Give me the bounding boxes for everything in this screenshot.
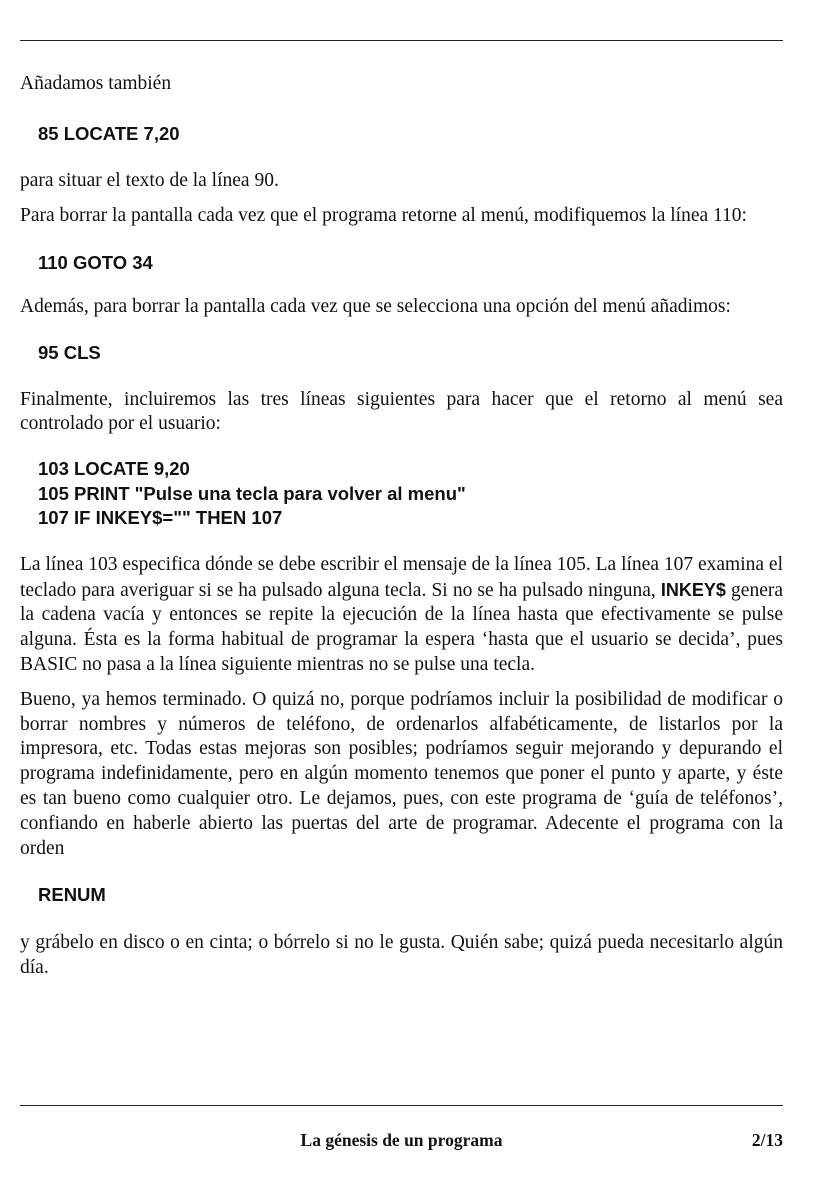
code-block	[20, 122, 783, 147]
top-rule	[20, 40, 783, 41]
code-block	[20, 251, 783, 276]
paragraph: Bueno, ya hemos terminado. O quizá no, porque podríamos incluir la posibilidad de modificar o borrar nombres y números de teléfono, de ordenarlos alfabéticamente, de listarlos por la impresora, etc. Todas estas mejoras son posibles; podríamos seguir mejorando y depurando el programa indefinidamente, pero en algún momento tenemos que poner el punto y aparte, y éste es tan bueno como cualquier otro. Le dejamos, pues, con este programa de ‘guía de teléfonos’, confiando en haberle abierto las puertas del arte de programar. Adecente el programa con la orden	[20, 688, 783, 859]
paragraph-text: genera la cadena vacía y entonces se repite la ejecución de la línea hasta que efectivamente se pulse alguna. Ésta es la forma habitual de programar la espera ‘hasta que el usuario se decida’, pues BASIC no pasa a la línea siguiente mientras no se pulse una tecla.	[20, 579, 783, 675]
paragraph: Añadamos también	[20, 73, 172, 94]
code-line: 105 PRINT "Pulse una tecla para volver al menu"	[38, 482, 466, 504]
bottom-rule	[20, 1105, 783, 1106]
paragraph: para situar el texto de la línea 90.	[20, 170, 279, 192]
code-line: 85 LOCATE 7,20	[38, 122, 180, 144]
paragraph: Finalmente, incluiremos las tres líneas siguientes para hacer que el retorno al menú sea controlado por el usuario:	[20, 388, 783, 435]
footer-title: La génesis de un programa	[300, 1130, 503, 1150]
paragraph: y grábelo en disco o en cinta; o bórrelo si no le gusta. Quién sabe; quizá pueda necesitarlo algún día.	[20, 931, 783, 978]
code-line: RENUM	[38, 884, 106, 906]
inkey-keyword: INKEY$	[660, 579, 726, 600]
code-block	[20, 341, 783, 366]
code-line: 103 LOCATE 9,20	[38, 458, 190, 480]
paragraph: Además, para borrar la pantalla cada vez que se selecciona una opción del menú añadimos:	[20, 296, 731, 318]
code-block	[20, 457, 783, 531]
code-line: 95 CLS	[38, 342, 101, 364]
code-block	[20, 883, 783, 908]
page-body	[20, 72, 783, 980]
page-footer	[20, 1130, 783, 1154]
paragraph	[20, 553, 783, 678]
paragraph: Para borrar la pantalla cada vez que el programa retorne al menú, modifiquemos la línea 110:	[20, 205, 747, 227]
code-line: 110 GOTO 34	[38, 251, 153, 273]
code-line: 107 IF INKEY$="" THEN 107	[38, 507, 283, 529]
page-number: 2/13	[751, 1130, 783, 1150]
paragraph-text: La línea 103 especifica dónde se debe escribir el mensaje de la línea 105. La línea 107 examina el teclado para averiguar si se ha pulsado alguna tecla. Si no se ha pulsado ninguna,	[20, 553, 783, 601]
